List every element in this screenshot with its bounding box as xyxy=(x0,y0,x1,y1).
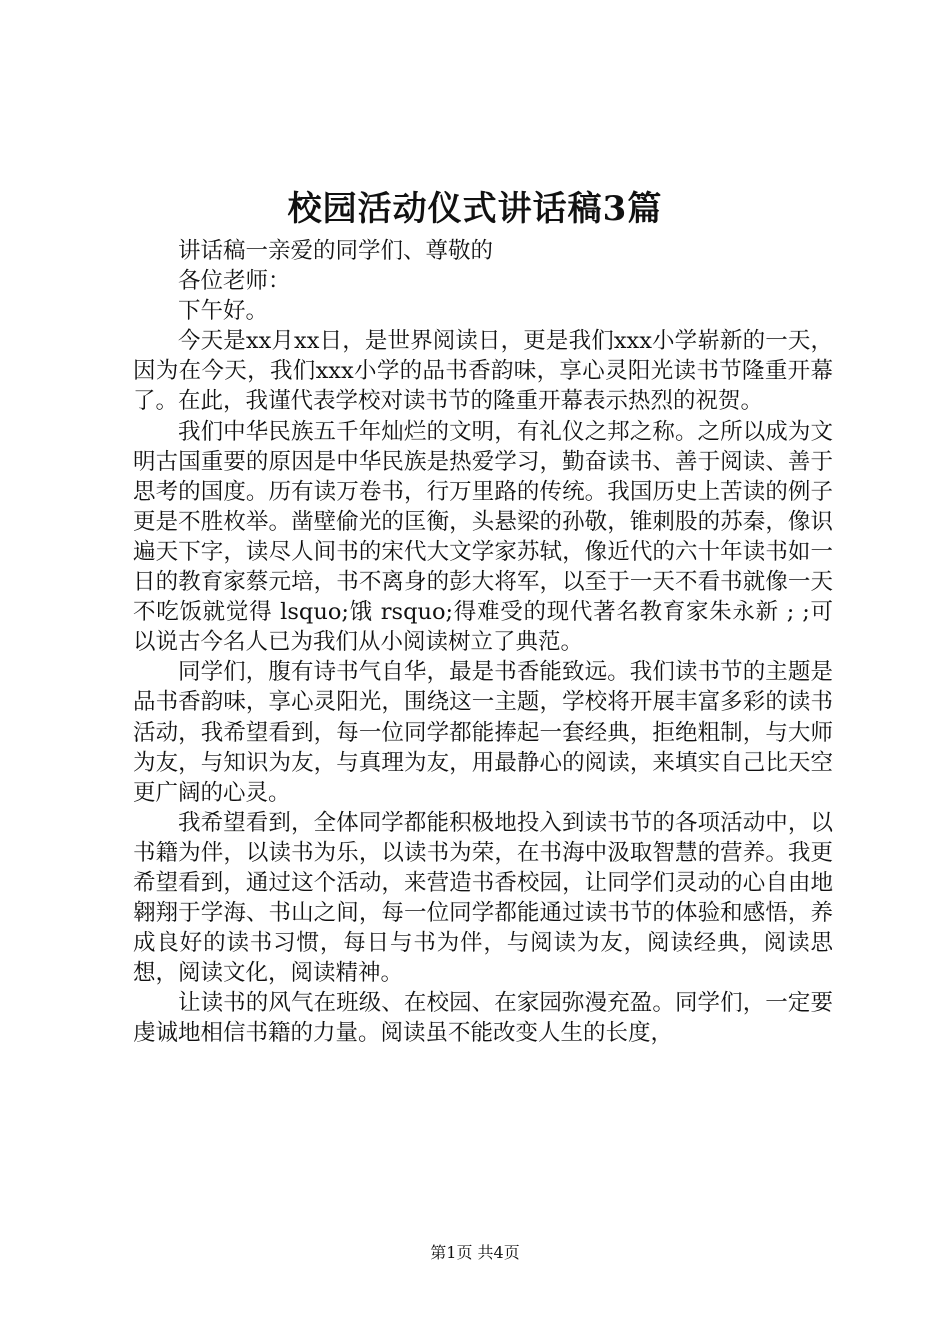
paragraph-history: 我们中华民族五千年灿烂的文明，有礼仪之邦之称。之所以成为文明古国重要的原因是中华民族是热爱学习，勤奋读书、善于阅读、善于思考的国度。历有读万卷书，行万里路的传统。我国历史上苦读的例子更是不胜枚举。凿壁偷光的匡衡，头悬梁的孙敬，锥刺股的苏秦，像识遍天下字，读尽人间书的宋代大文学家苏轼，像近代的六十年读书如一日的教育家蔡元培，书不离身的彭大将军，以至于一天不看书就像一天不吃饭就觉得 lsquo;饿 rsquo;得难受的现代著名教育家朱永新 ; ;可以说古今名人已为我们从小阅读树立了典范。 xyxy=(133,418,833,656)
paragraph-teachers: 各位老师： xyxy=(178,268,291,295)
paragraph-salutation: 讲话稿一亲爱的同学们、尊敬的 xyxy=(178,238,494,264)
paragraph-greeting: 下午好。 xyxy=(178,298,269,325)
page-number-footer: 第1页 共4页 xyxy=(430,1243,520,1262)
paragraph-opening: 今天是xx月xx日，是世界阅读日，更是我们xxx小学崭新的一天，因为在今天，我们xxx小学的品书香韵味，享心灵阳光读书节隆重开幕了。在此，我谨代表学校对读书节的隆重开幕表示热烈的祝贺。 xyxy=(133,328,833,415)
document-title: 校园活动仪式讲话稿3篇 xyxy=(287,189,663,229)
paragraph-atmosphere: 让读书的风气在班级、在校园、在家园弥漫充盈。同学们，一定要虔诚地相信书籍的力量。阅读虽不能改变人生的长度， xyxy=(133,990,833,1047)
document-body xyxy=(133,236,833,1049)
paragraph-theme: 同学们，腹有诗书气自华，最是书香能致远。我们读书节的主题是品书香韵味，享心灵阳光，围绕这一主题，学校将开展丰富多彩的读书活动，我希望看到，每一位同学都能捧起一套经典，拒绝粗制，与大师为友，与知识为友，与真理为友，用最静心的阅读，来填实自己比天空更广阔的心灵。 xyxy=(133,659,833,806)
paragraph-hope: 我希望看到，全体同学都能积极地投入到读书节的各项活动中，以书籍为伴，以读书为乐，以读书为荣，在书海中汲取智慧的营养。我更希望看到，通过这个活动，来营造书香校园，让同学们灵动的心自由地翱翔于学海、书山之间，每一位同学都能通过读书节的体验和感悟，养成良好的读书习惯，每日与书为伴，与阅读为友，阅读经典，阅读思想，阅读文化，阅读精神。 xyxy=(133,809,833,987)
